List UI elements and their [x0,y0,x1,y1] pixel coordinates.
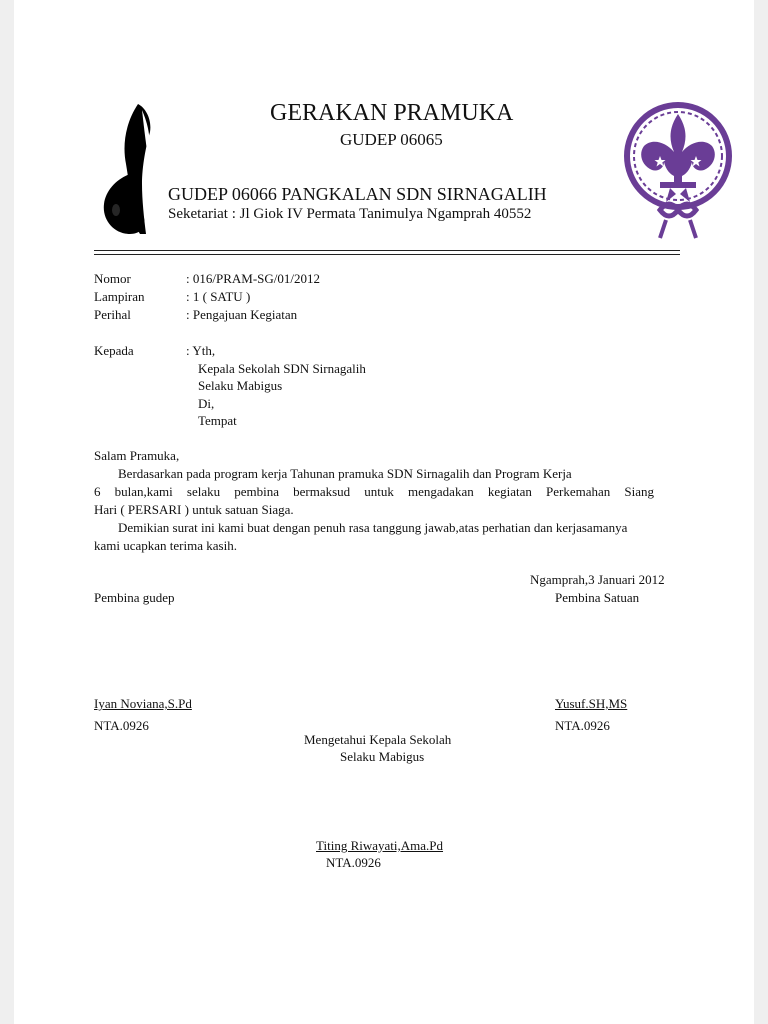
body-line: Hari ( PERSARI ) untuk satuan Siaga. [94,502,294,517]
recipient-line: Kepala Sekolah SDN Sirnagalih [198,361,366,376]
header-divider [94,250,680,251]
right-signer-role: Pembina Satuan [555,590,640,605]
header-divider-double [94,254,680,255]
recipient-line: Tempat [198,413,237,428]
kepada-label: Kepada [94,343,134,358]
recipient-yth: : Yth, [186,343,216,358]
left-signer-role: Pembina gudep [94,590,175,605]
org-title: GERAKAN PRAMUKA [270,100,514,126]
body-line: kami ucapkan terima kasih. [94,538,237,553]
body-line: Demikian surat ini kami buat dengan penuh rasa tanggung jawab,atas perhatian dan kerjasamanya [118,520,628,535]
left-signer-name: Iyan Noviana,S.Pd [94,696,192,711]
perihal-value: : Pengajuan Kegiatan [186,307,298,322]
center-signer-role: Selaku Mabigus [340,749,425,764]
perihal-label: Perihal [94,307,131,322]
body-line: Berdasarkan pada program kerja Tahunan pramuka SDN Sirnagalih dan Program Kerja [118,466,572,481]
center-signer-nta: NTA.0926 [326,855,381,870]
tunas-kelapa-emblem-icon [86,100,164,238]
fleur-de-lis-scout-emblem-icon [620,98,736,244]
secretariat-address: Seketariat : Jl Giok IV Permata Tanimulya Ngamprah 40552 [168,206,532,222]
lampiran-value: : 1 ( SATU ) [186,289,251,304]
nomor-value: : 016/PRAM-SG/01/2012 [186,271,320,286]
left-signer-nta: NTA.0926 [94,718,149,733]
right-signer-nta: NTA.0926 [555,718,610,733]
recipient-line: Di, [198,396,215,411]
recipient-line: Selaku Mabigus [198,378,283,393]
gudep-name: GUDEP 06066 PANGKALAN SDN SIRNAGALIH [168,184,547,204]
letter-page [14,0,754,1024]
body-line: 6 bulan,kami selaku pembina bermaksud untuk mengadakan kegiatan Perkemahan Siang [94,484,654,499]
center-signer-role: Mengetahui Kepala Sekolah [304,732,452,747]
right-signer-name: Yusuf.SH,MS [555,696,628,711]
nomor-label: Nomor [94,271,131,286]
center-signer-name: Titing Riwayati,Ama.Pd [316,838,444,853]
gudep-number: GUDEP 06065 [340,130,443,149]
lampiran-label: Lampiran [94,289,145,304]
place-date: Ngamprah,3 Januari 2012 [530,572,665,587]
greeting: Salam Pramuka, [94,448,180,463]
